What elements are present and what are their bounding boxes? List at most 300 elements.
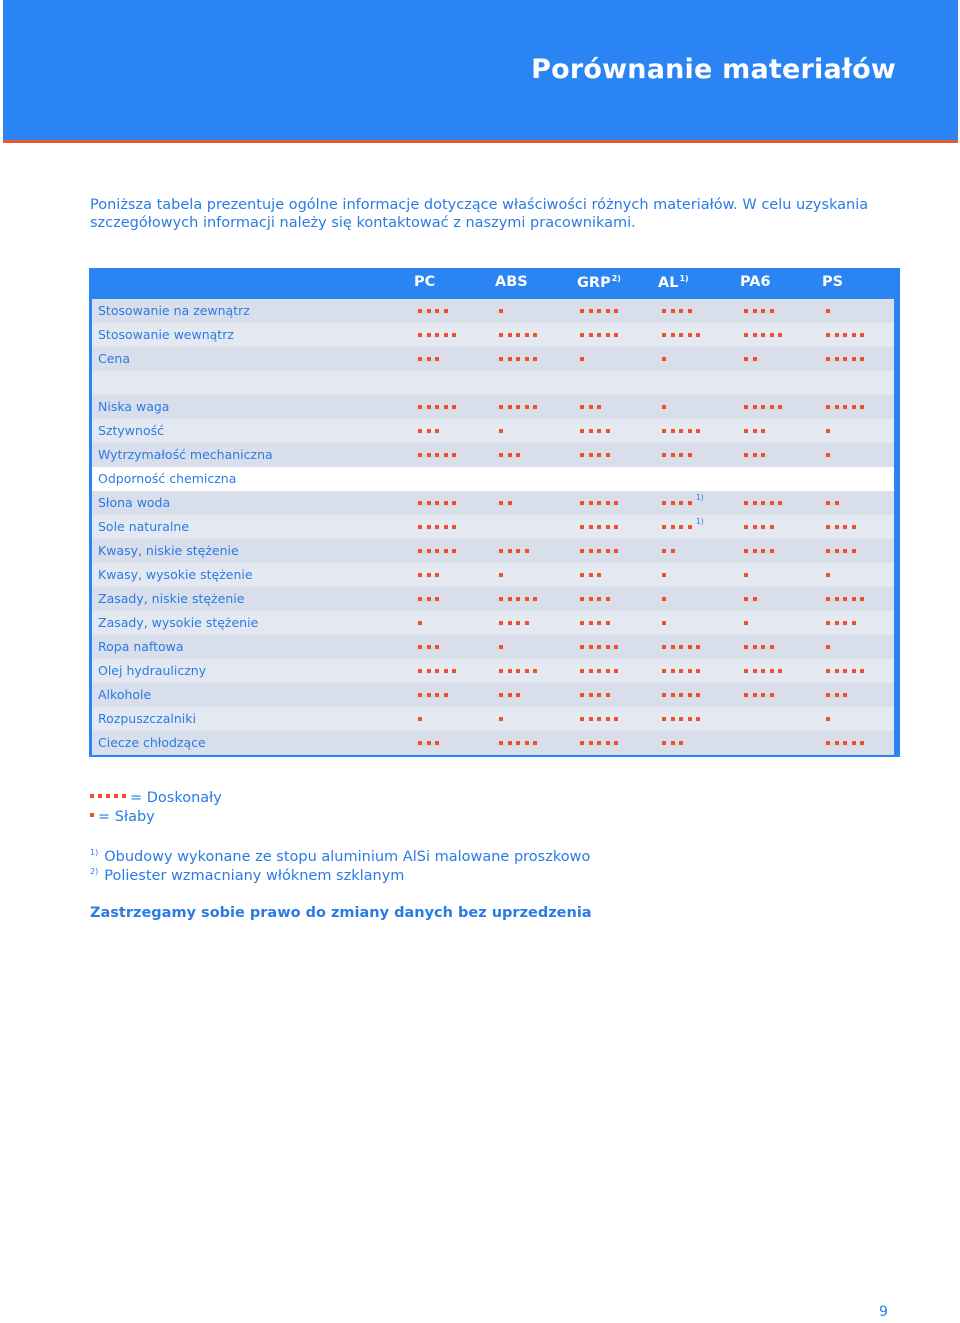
rating-dot [843,621,847,625]
table-row [92,539,894,563]
rating-dot [589,525,593,529]
rating-cell [580,515,656,539]
table-row [92,731,894,755]
rating-cell [499,347,575,371]
rating-dot [753,549,757,553]
rating-cell [826,443,902,467]
column-header-label: PS [822,274,844,290]
rating-dot [435,741,439,745]
rating-cell [418,683,494,707]
rating-dot [761,693,765,697]
rating-cell [662,323,738,347]
rating-dot [90,813,94,817]
rating-dot [835,405,839,409]
rating-dot [508,693,512,697]
rating-dot [435,333,439,337]
rating-dot [662,429,666,433]
rating-dot [614,645,618,649]
rating-cell [662,347,738,371]
rating-dot [589,549,593,553]
reserve-note: Zastrzegamy sobie prawo do zmiany danych bez uprzedzenia [90,905,592,921]
rating-dot [418,309,422,313]
rating-dot [418,429,422,433]
rating-dot [744,405,748,409]
rating-dot [778,333,782,337]
rating-dot [525,597,529,601]
rating-dot [679,693,683,697]
rating-dot [597,669,601,673]
rating-dot [589,597,593,601]
rating-dot [418,597,422,601]
rating-dot [744,357,748,361]
rating-dot [435,573,439,577]
rating-dot [427,453,431,457]
rating-cell [418,587,494,611]
rating-dot [580,549,584,553]
rating-dot [671,525,675,529]
rating-dot [753,333,757,337]
row-label: Cena [98,351,131,366]
rating-dot [614,717,618,721]
rating-dot [662,333,666,337]
rating-cell [499,683,575,707]
rating-dot [744,693,748,697]
rating-dot [744,453,748,457]
rating-cell [418,635,494,659]
rating-dot [770,549,774,553]
rating-dot [418,669,422,673]
rating-dot [671,717,675,721]
row-label: Kwasy, niskie stężenie [98,543,239,558]
rating-dot [679,645,683,649]
rating-dot [597,717,601,721]
rating-cell [744,587,820,611]
rating-dot [826,741,830,745]
rating-dot [753,453,757,457]
rating-dot [843,405,847,409]
row-label: Zasady, niskie stężenie [98,591,245,606]
rating-dot [435,357,439,361]
rating-dot [525,357,529,361]
rating-dot [688,429,692,433]
rating-dot [761,453,765,457]
row-label: Stosowanie wewnątrz [98,327,234,342]
rating-dot [826,549,830,553]
table-row [92,323,894,347]
rating-dot [696,333,700,337]
rating-dot [499,357,503,361]
rating-dot [606,741,610,745]
rating-cell [744,491,820,515]
rating-cell [499,299,575,323]
rating-dot [427,525,431,529]
rating-cell [580,659,656,683]
rating-cell [580,443,656,467]
rating-dot [499,453,503,457]
rating-dot [508,549,512,553]
rating-cell [662,467,738,491]
rating-cell [662,731,738,755]
rating-dot [418,405,422,409]
rating-dot [614,309,618,313]
rating-dot [580,333,584,337]
table-row [92,395,894,419]
rating-cell [499,563,575,587]
rating-dot [744,309,748,313]
rating-cell [662,491,738,515]
rating-dot [597,573,601,577]
rating-cell [580,467,656,491]
rating-dot [770,525,774,529]
rating-dot [122,794,126,798]
table-row [92,707,894,731]
rating-dot [688,669,692,673]
rating-dot [770,309,774,313]
rating-dot [427,549,431,553]
rating-dot [580,669,584,673]
footnote-2 [90,867,404,884]
rating-dot [516,453,520,457]
rating-dot [614,549,618,553]
rating-cell [580,395,656,419]
rating-dot [435,453,439,457]
rating-cell [499,467,575,491]
rating-dot [597,549,601,553]
rating-cell [580,731,656,755]
rating-dot [662,669,666,673]
rating-dot [597,405,601,409]
rating-dot [444,693,448,697]
cell-footnote: 1) [696,493,704,502]
column-header-ps [822,274,843,290]
rating-cell [418,707,494,731]
rating-cell [826,515,902,539]
rating-dot [761,669,765,673]
rating-dot [826,501,830,505]
rating-dot [679,309,683,313]
rating-dot [753,405,757,409]
rating-dot [826,573,830,577]
table-row [92,611,894,635]
footnote-text: Obudowy wykonane ze stopu aluminium AlSi malowane proszkowo [104,849,591,865]
rating-dot [744,549,748,553]
rating-cell [826,539,902,563]
rating-dot [444,525,448,529]
column-header-pa6 [740,274,771,290]
column-header-footnote: 1) [679,274,689,283]
rating-dot [452,333,456,337]
rating-dot [826,453,830,457]
rating-dot [597,693,601,697]
rating-dot [778,405,782,409]
rating-dot [662,549,666,553]
rating-dot [427,573,431,577]
rating-cell [662,587,738,611]
rating-dot [533,669,537,673]
rating-cell [580,563,656,587]
rating-dot [427,669,431,673]
rating-dot [753,669,757,673]
rating-dot [435,549,439,553]
rating-dot [835,741,839,745]
rating-dot [580,741,584,745]
rating-dot [662,501,666,505]
rating-cell [580,587,656,611]
rating-dot [499,501,503,505]
rating-dot [744,621,748,625]
rating-dot [696,693,700,697]
rating-cell [826,683,902,707]
rating-dot [843,669,847,673]
rating-cell [826,323,902,347]
legend-poor [90,809,155,825]
rating-cell [499,515,575,539]
intro-text: Poniższa tabela prezentuje ogólne informacje dotyczące właściwości różnych materiałów. W celu uzyskania szczegółowych informacji należy się kontaktować z naszymi pracownikami. [90,197,869,231]
rating-dot [606,621,610,625]
rating-dot [753,597,757,601]
rating-cell [826,419,902,443]
rating-cell [499,587,575,611]
footnote-1 [90,848,590,865]
rating-dot [852,741,856,745]
footnote-mark: 2) [90,867,99,876]
rating-dot [852,525,856,529]
rating-dot [753,525,757,529]
rating-dot [508,453,512,457]
rating-dot [418,549,422,553]
rating-dot [852,549,856,553]
rating-cell [662,539,738,563]
rating-cell [826,635,902,659]
row-label: Rozpuszczalniki [98,711,196,726]
rating-dot [597,525,601,529]
rating-dot [580,357,584,361]
rating-cell [662,563,738,587]
rating-dot [744,645,748,649]
rating-dot [753,645,757,649]
rating-cell [662,611,738,635]
row-label: Kwasy, wysokie stężenie [98,567,253,582]
rating-dot [597,309,601,313]
rating-dot [744,333,748,337]
rating-dot [860,669,864,673]
rating-dot [662,453,666,457]
rating-cell [744,395,820,419]
rating-dot [589,621,593,625]
rating-dot [671,309,675,313]
rating-dot [597,621,601,625]
rating-cell [826,299,902,323]
rating-dot [835,357,839,361]
legend-excellent [90,790,222,806]
rating-cell [418,419,494,443]
rating-cell [826,347,902,371]
rating-dot [435,405,439,409]
rating-cell [662,419,738,443]
table-row [92,491,894,515]
rating-dot [671,429,675,433]
row-label: Słona woda [98,495,171,510]
rating-dot [671,333,675,337]
rating-dot [860,405,864,409]
table-row [92,467,894,491]
rating-cell [744,683,820,707]
rating-cell [744,467,820,491]
rating-cell [499,323,575,347]
rating-dot [696,429,700,433]
rating-cell [744,635,820,659]
rating-dot [679,429,683,433]
rating-dot [860,333,864,337]
rating-dot [508,333,512,337]
rating-dot [452,669,456,673]
rating-dot [761,309,765,313]
rating-dot [744,429,748,433]
rating-dot [499,333,503,337]
rating-dot [90,794,94,798]
rating-cell [499,371,575,395]
rating-dot [435,693,439,697]
rating-dot [606,525,610,529]
rating-dot [452,453,456,457]
rating-dot [778,501,782,505]
rating-dot [418,741,422,745]
rating-dot [525,333,529,337]
rating-cell [826,563,902,587]
rating-dot [452,405,456,409]
rating-dot-icon [90,809,98,825]
rating-dot [516,405,520,409]
rating-dot [589,453,593,457]
rating-dot [580,429,584,433]
row-label: Wytrzymałość mechaniczna [98,447,273,462]
rating-dot [744,501,748,505]
rating-dot [499,621,503,625]
rating-dot [835,549,839,553]
rating-dot [597,597,601,601]
table-row [92,587,894,611]
rating-cell [744,539,820,563]
rating-dot [860,357,864,361]
rating-cell [826,659,902,683]
rating-dot [688,645,692,649]
table-row [92,347,894,371]
rating-cell [580,683,656,707]
rating-dot [589,333,593,337]
rating-dot [606,549,610,553]
rating-dot [499,645,503,649]
rating-cell [662,395,738,419]
rating-cell [580,347,656,371]
rating-dot [662,645,666,649]
rating-dot [761,525,765,529]
rating-dot [826,333,830,337]
rating-cell [826,395,902,419]
rating-dot [843,333,847,337]
rating-cell [418,299,494,323]
rating-dot [98,794,102,798]
rating-dot [525,621,529,625]
rating-dot [533,405,537,409]
rating-dot [770,693,774,697]
rating-cell [744,371,820,395]
rating-dot [533,333,537,337]
rating-cell [744,707,820,731]
rating-dot [852,333,856,337]
rating-cell [418,371,494,395]
rating-dot [418,453,422,457]
materials-table [89,268,900,757]
rating-dot [662,621,666,625]
rating-cell [499,419,575,443]
rating-dot [835,333,839,337]
rating-dot [525,549,529,553]
row-label: Sole naturalne [98,519,190,534]
rating-dot [589,669,593,673]
rating-dot [444,453,448,457]
rating-dot [499,429,503,433]
rating-dot [662,717,666,721]
rating-dot [589,501,593,505]
rating-cell [662,299,738,323]
rating-dot [435,501,439,505]
row-label: Alkohole [98,687,152,702]
rating-dot [744,525,748,529]
rating-cell [418,659,494,683]
rating-dot [679,669,683,673]
rating-cell [662,659,738,683]
rating-dot [597,501,601,505]
rating-dot [826,405,830,409]
rating-cell [662,515,738,539]
row-label: Olej hydrauliczny [98,663,207,678]
table-row [92,419,894,443]
rating-dot [516,693,520,697]
rating-dot [580,501,584,505]
rating-dot [826,645,830,649]
rating-cell [744,419,820,443]
rating-cell [744,323,820,347]
rating-cell [418,395,494,419]
rating-dot [427,333,431,337]
rating-dot [427,501,431,505]
rating-dot [525,405,529,409]
rating-dot [835,693,839,697]
rating-dot [597,453,601,457]
rating-dot [843,741,847,745]
rating-cell [499,491,575,515]
table-row [92,515,894,539]
rating-dot [418,501,422,505]
rating-cell [499,395,575,419]
rating-dot [679,525,683,529]
rating-cell [826,467,902,491]
rating-dot [525,669,529,673]
cell-footnote: 1) [696,517,704,526]
rating-dot [688,333,692,337]
footnote-mark: 1) [90,848,99,857]
rating-dot [835,621,839,625]
rating-cell [826,707,902,731]
rating-dot [435,429,439,433]
rating-dot [671,669,675,673]
rating-cell [826,371,902,395]
rating-dot [589,693,593,697]
table-row [92,683,894,707]
rating-dot [499,309,503,313]
column-header-grp [577,274,621,291]
rating-dot [761,429,765,433]
